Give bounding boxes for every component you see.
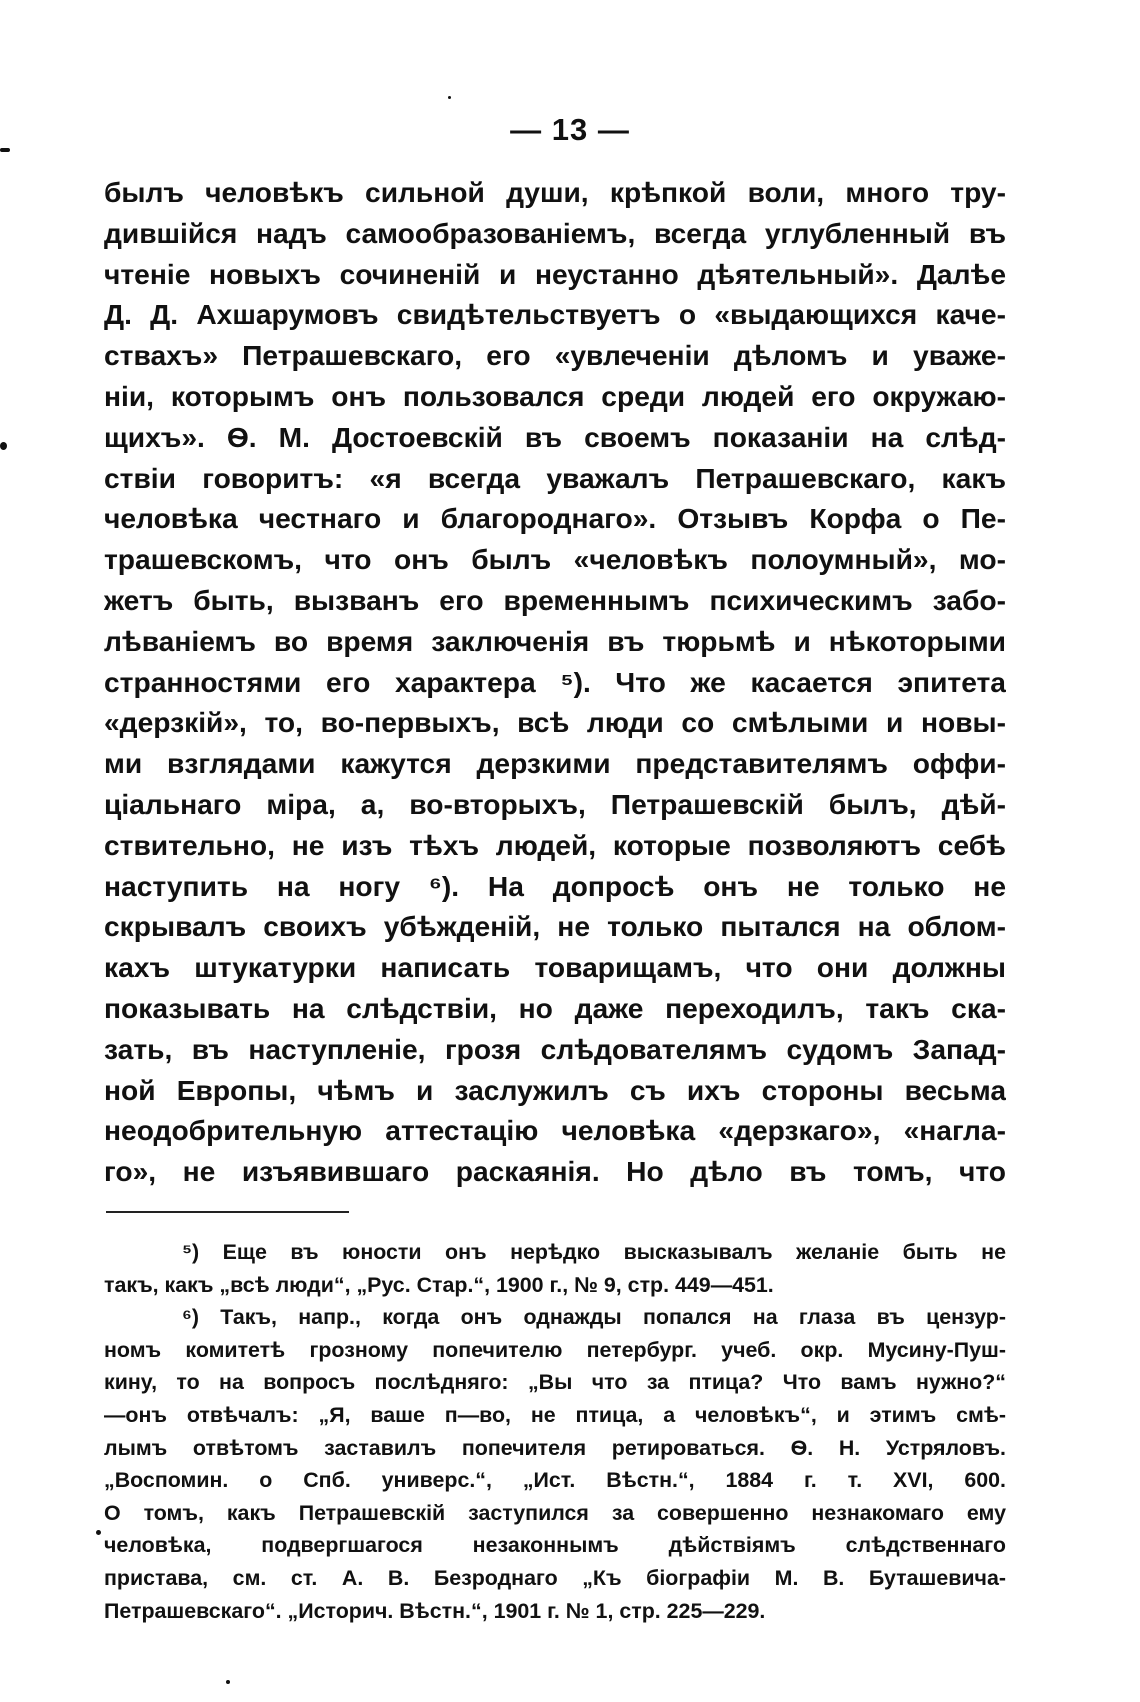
scan-mark: [448, 96, 451, 99]
text-line: ми взглядами кажутся дерзкими представителямъ оффи-: [104, 747, 1006, 780]
text-line: скрывалъ своихъ убѣжденій, не только пытался на облом-: [104, 910, 1006, 943]
text-line: ствахъ» Петрашевскаго, его «увлеченіи дѣломъ и уваже-: [104, 339, 1006, 372]
text-line: странностями его характера ⁵). Что же касается эпитета: [104, 665, 1006, 698]
footnote-6-line: лымъ отвѣтомъ заставилъ попечителя ретироваться. Ѳ. Н. Устряловъ.: [104, 1435, 1006, 1460]
footnote-6-line: „Воспомин. о Спб. универс.“, „Ист. Вѣстн.“, 1884 г. т. XVI, 600.: [104, 1468, 1006, 1493]
footnote-5-line: такъ, какъ „всѣ люди“, „Рус. Стар.“, 1900 г., № 9, стр. 449—451.: [104, 1272, 774, 1297]
text-line: былъ человѣкъ сильной души, крѣпкой воли, много тру-: [104, 176, 1006, 208]
main-text: [104, 172, 1006, 1192]
footnote-separator: [106, 1211, 349, 1213]
page-number: — 13 —: [510, 112, 630, 147]
text-line: трашевскомъ, что онъ былъ «человѣкъ полоумный», мо-: [104, 543, 1006, 576]
text-line: показывать на слѣдствіи, но даже переходилъ, такъ ска-: [104, 991, 1006, 1024]
text-line: ціальнаго міра, а, во-вторыхъ, Петрашевскій былъ, дѣй-: [104, 787, 1006, 820]
text-line: человѣка честнаго и благороднаго». Отзывъ Корфа о Пе-: [104, 502, 1006, 535]
text-line: кахъ штукатурки написать товарищамъ, что они должны: [104, 951, 1006, 984]
scan-mark: [0, 442, 7, 450]
text-line: Д. Д. Ахшарумовъ свидѣтельствуетъ о «выдающихся каче-: [104, 298, 1006, 331]
text-line: наступить на ногу ⁶). На допросѣ онъ не только не: [104, 869, 1006, 902]
text-line: жетъ быть, вызванъ его временнымъ психическимъ забо-: [104, 583, 1006, 616]
text-line: ствительно, не изъ тѣхъ людей, которые позволяютъ себѣ: [104, 828, 1006, 861]
text-line: лѣваніемъ во время заключенія въ тюрьмѣ и нѣкоторыми: [104, 624, 1006, 657]
scan-mark: [0, 148, 10, 152]
text-line: неодобрительную аттестацію человѣка «дерзкаго», «нагла-: [104, 1114, 1006, 1147]
scan-mark: [96, 1530, 101, 1535]
text-line: щихъ». Ѳ. М. Достоевскій въ своемъ показаніи на слѣд-: [104, 420, 1006, 453]
text-line: го», не изъявившаго раскаянія. Но дѣло въ томъ, что: [104, 1155, 1006, 1188]
text-line: дившійся надъ самообразованіемъ, всегда углубленный въ: [104, 216, 1006, 249]
text-line: чтеніе новыхъ сочиненій и неустанно дѣятельный». Далѣе: [104, 257, 1006, 290]
text-line: ной Европы, чѣмъ и заслужилъ съ ихъ стороны весьма: [104, 1073, 1006, 1106]
footnote-6-line: кину, то на вопросъ послѣдняго: „Вы что за птица? Что вамъ нужно?“: [104, 1370, 1006, 1395]
scan-mark: [226, 1680, 230, 1684]
footnote-6-line: Петрашевскаго“. „Историч. Вѣстн.“, 1901 г. № 1, стр. 225—229.: [104, 1598, 766, 1623]
footnote-6-line: человѣка, подвергшагося незаконнымъ дѣйствіямъ слѣдственнаго: [104, 1533, 1006, 1558]
footnote-5-line: ⁵) Еще въ юности онъ нерѣдко высказывалъ желаніе быть не: [182, 1240, 1006, 1264]
text-line: ствіи говоритъ: «я всегда уважалъ Петрашевскаго, какъ: [104, 461, 1006, 494]
text-line: ніи, которымъ онъ пользовался среди людей его окружаю-: [104, 379, 1006, 412]
footnote-6-line: пристава, см. ст. А. В. Безроднаго „Къ біографіи М. В. Буташевича-: [104, 1565, 1006, 1590]
text-line: зать, въ наступленіе, грозя слѣдователямъ судомъ Запад-: [104, 1032, 1006, 1065]
footnote-6-line: номъ комитетѣ грозному попечителю петербург. учеб. окр. Мусину-Пуш-: [104, 1337, 1006, 1362]
footnote-6-line: ⁶) Такъ, напр., когда онъ однажды попался на глаза въ цензур-: [182, 1305, 1006, 1330]
footnote-6-line: —онъ отвѣчалъ: „Я, ваше п—во, не птица, а человѣкъ“, и этимъ смѣ-: [104, 1402, 1006, 1427]
text-line: «дерзкій», то, во-первыхъ, всѣ люди со смѣлыми и новы-: [104, 706, 1006, 739]
footnote-6-line: О томъ, какъ Петрашевскій заступился за совершенно незнакомаго ему: [104, 1500, 1006, 1525]
footnotes: [104, 1236, 1006, 1627]
